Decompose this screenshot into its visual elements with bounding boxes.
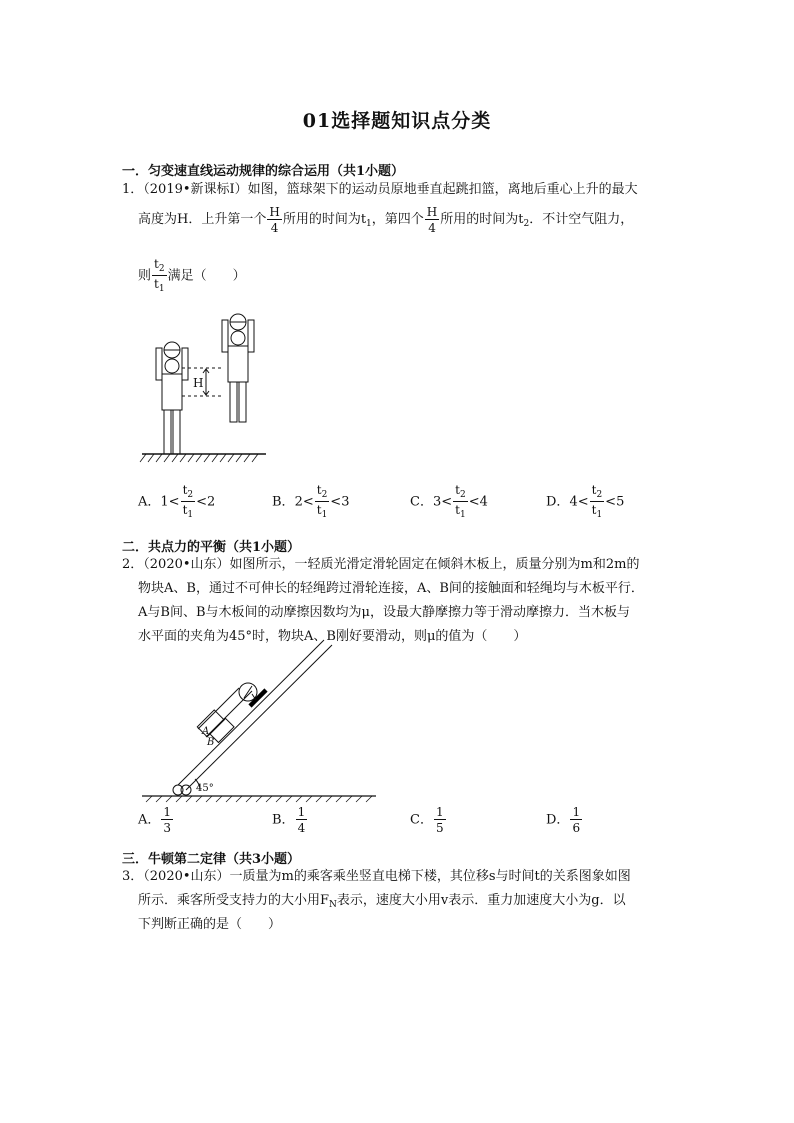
angle-label: 45° [196,783,214,794]
q2-option-c[interactable]: C． $\frac{1}{5}$ [410,805,444,835]
subscript: 2 [523,219,530,229]
page-title: 01选择题知识点分类 [302,110,492,132]
q1-text: 高度为H．上升第一个 [138,212,267,227]
q1-option-a[interactable]: A．1< $\frac{t_2}{t_1}$ <2 [138,483,216,520]
q1-option-d[interactable]: D．4< $\frac{t_2}{t_1}$ <5 [546,483,625,520]
q3-line-1: 3．（2020•山东）一质量为m的乘客乘坐竖直电梯下楼，其位移s与时间t的关系图象如图 [122,869,631,884]
q1-text: ，第四个 [371,212,424,227]
q1-line-3 [138,258,246,294]
q1-option-b[interactable]: B．2< $\frac{t_2}{t_1}$ <3 [272,483,350,520]
h-label: H [193,376,204,390]
q2-line-4: 水平面的夹角为45°时，物块A、B刚好要滑动，则μ的值为（ ） [138,629,527,644]
frac-num: $t_2$ [154,257,165,274]
q1-text: ．不计空气阻力， [529,212,634,227]
q3-line-3: 下判断正确的是（ ） [138,917,282,932]
frac-num: H [426,204,438,219]
q1-option-c[interactable]: C．3< $\frac{t_2}{t_1}$ <4 [410,483,488,520]
q1-line-2 [138,205,633,239]
fraction-h-over-4 [267,206,281,234]
q2-option-a[interactable]: A． $\frac{1}{3}$ [138,805,172,835]
q2-line-2: 物块A、B，通过不可伸长的轻绳跨过滑轮连接，A、B间的接触面和轻绳均与木板平行． [138,581,644,596]
q1-text: 所用的时间为t [440,212,524,227]
q3-line-2: 所示．乘客所受支持力的大小用$F_N$表示，速度大小用v表示．重力加速度大小为g．以 [138,893,626,910]
q1-text: 满足（ ） [167,268,246,284]
q2-option-b[interactable]: B． $\frac{1}{4}$ [272,805,306,835]
block-a-label: A [202,726,210,737]
section-heading-1: 一．匀变速直线运动规律的综合运用（共1小题） [122,164,405,179]
section-heading-3: 三．牛顿第二定律（共3小题） [122,852,301,867]
frac-den: 4 [428,220,436,235]
subscript: 1 [366,219,372,229]
q2-line-3: A与B间、B与木板间的动摩擦因数均为μ，设最大静摩擦力等于滑动摩擦力．当木板与 [138,605,630,620]
q2-line-1: 2．（2020•山东）如图所示，一轻质光滑定滑轮固定在倾斜木板上，质量分别为m和2m的 [122,557,640,572]
frac-num: H [269,204,280,219]
frac-den: $t_1$ [154,277,165,294]
q2-option-d[interactable]: D． $\frac{1}{6}$ [546,805,581,835]
q1-basketball-figure [138,308,278,468]
fraction-t2-over-t1 [152,258,167,294]
section-heading-2: 二．共点力的平衡（共1小题） [122,540,301,555]
block-b-label: B [207,737,215,748]
q1-line-1: 1．（2019•新课标Ⅰ）如图，篮球架下的运动员原地垂直起跳扣篮，离地后重心上升的最大 [122,182,638,197]
q1-text: 则 [138,268,152,284]
q1-text: 所用的时间为t [282,212,367,227]
frac-den: 4 [270,220,279,235]
q2-incline-figure [140,638,380,804]
fraction-h-over-4 [425,206,439,234]
